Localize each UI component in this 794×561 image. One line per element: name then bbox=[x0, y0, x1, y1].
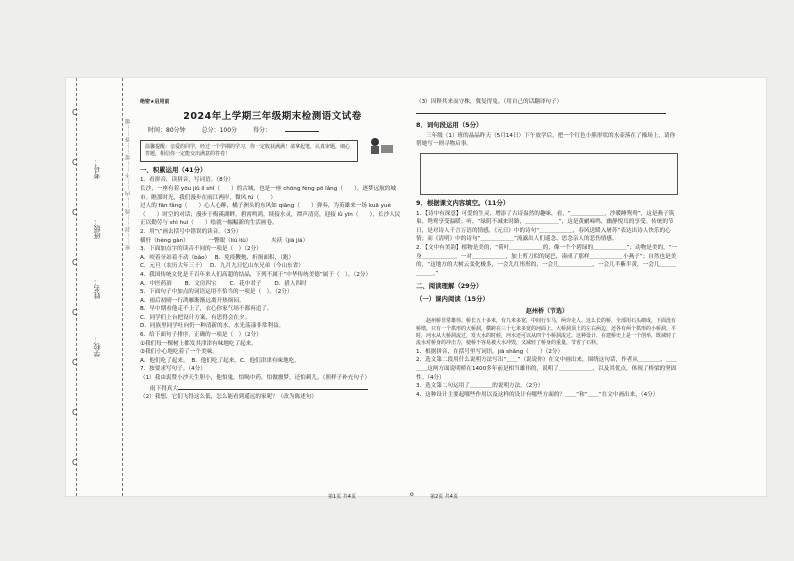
question-4-options bbox=[140, 280, 405, 289]
left-column bbox=[140, 98, 405, 402]
answer-line bbox=[416, 107, 678, 118]
question-6-text: A．他们吃了起来。 B．他们吃了起来。C．他们津津有味地吃。 bbox=[140, 357, 300, 364]
option-c: C．同学们上台把设计方案，有思得会在夕。 bbox=[140, 314, 251, 321]
section-2-heading: 二、阅读理解（29分） bbox=[416, 282, 483, 291]
section-1-heading: 一、积累运用（41分） bbox=[140, 165, 207, 174]
option-a: A．雨后初晴一行鸿雁渐渐远离开热烦闷。 bbox=[140, 297, 245, 304]
answer-box[interactable] bbox=[420, 153, 678, 195]
question-6-text: ①我们每一棵树上都发其津津有味地吃了起来。 bbox=[140, 340, 257, 347]
class-field: 班级： bbox=[93, 218, 101, 239]
page-divider-icon: o bbox=[410, 491, 414, 498]
binding-line bbox=[122, 78, 123, 496]
seal-line-text: 密……封……线……内……不……要……答……题 bbox=[125, 118, 131, 250]
name-field: 姓名： bbox=[93, 278, 101, 299]
question-3: 3．下面加点字的读音不同的一项是（ ）（2分） bbox=[140, 246, 262, 253]
binding-ring-icon: C bbox=[72, 408, 78, 417]
question-9-part-1: 1．【诗中有深意】可爱的生灵，增添了古诗盎然的趣味，看，“＿＿＿＿＿＿，沙暖睡鸳鸯”，这是燕子筑巢、鸳鸯享受温暖；听，“绿阴不减来时路，＿＿＿＿＿＿”，这是黄鹂啼鸣，幽静悦耳的享受。传统的节日，是对诗人千言万语的情感，《元日》中的诗句“＿＿＿＿＿＿，春风送暖入屠苏”表达出诗人快乐的心情；而《清明》中的诗句“＿＿＿＿＿＿”流露出人们遥念、思念亲人的悲伤情感。 bbox=[416, 210, 675, 243]
time-label: 时间：80分钟 bbox=[148, 127, 186, 135]
option-b: B．早中期看他走不上了，衣心你家气场不都再追了。 bbox=[140, 306, 273, 313]
question-1-text: 过人的 fān fǎng（ ）心人心醉，橘子洲头的东风如 qiāng（ ）弹奏，为英雄来一场 kuā yuè（ ）时空的对话；漫步于梅溪湖畔，碧霄鸣鸿，续接水灵，潭声清亮，迎接 lǜ yīn（ ），长沙人民正以勤劳与 shì huì（ ）绘就一幅幅新的生活画卷。 bbox=[140, 203, 401, 227]
question-7: 7．按要求写句子。（4分） bbox=[140, 366, 206, 373]
option-d: D．猎人四时 bbox=[274, 280, 307, 287]
binding-ring-icon: C bbox=[72, 208, 78, 217]
question-8: 8．词句段运用（5分） bbox=[416, 121, 483, 130]
question-1-text: 长沙，一座有着 yōu jiǔ lì shǐ（ ）的古城，也是一座 chōng fèng pō lǎng（ ），逐梦远航的城市。瞧那时光，我们漫步在雨江两岸，微风 fú（ ） bbox=[140, 185, 396, 201]
right-column bbox=[416, 98, 678, 399]
question-9: 9．根据课文内容填空。（11分） bbox=[416, 198, 510, 207]
question-1: 1．看拼音，读拼音，写词语。（8分） bbox=[140, 177, 234, 184]
question-8-text: 三年级（1）班的晶晶昨天（5月14日）下午放学后，把一个红色小熊形状的水壶落在了操场上，请你帮她写一则寻物启事。 bbox=[416, 132, 676, 148]
student-illustration-icon bbox=[365, 136, 395, 156]
question-2: 2．用“\”画去括号中错误的读音。（3分） bbox=[140, 228, 242, 235]
binding-line bbox=[76, 78, 77, 496]
article-body: 赵州桥非常雄伟。桥长五十多米，有九米多宽，中间行车马，两旁走人。这么长的桥，全部用石头砌成，下面没有桥墩，只有一个拱形的大桥洞，横跨在三十七米多宽的河面上。大桥洞顶上的左右两边，还各有两个拱形的小桥洞。平时，河水从大桥洞流过，发大水的时候，河水还可以从四个小桥洞流过。这种设计，在建桥史上是一个创举，既减轻了流水对桥身的冲击力，使桥不容易被大水冲毁，又减轻了桥身的重量，节省了石料。 bbox=[416, 318, 677, 347]
option-b: B．文房四宝 bbox=[184, 280, 217, 287]
question-7-text: （2）我想，它们飞得这么低，怎么能看到遥远的家呢？（改为陈述句） bbox=[140, 394, 317, 401]
tip-box: 温馨提醒：亲爱的同学，经过一个学期的学习，你一定收获满满！请拿起笔，认真审题，细心答题，相信你一定能交出满意的答卷！ bbox=[140, 140, 358, 162]
binding-ring-icon: C bbox=[72, 258, 78, 267]
option-a: A．中医药浴 bbox=[140, 280, 172, 287]
page-number-right: 第2页 共4页 bbox=[430, 494, 458, 500]
binding-strip bbox=[70, 78, 132, 496]
question-4: 4．我国传统文化是千百年来人们高超的结晶，下列不属于“中华传统美德”属于（ ）。（2分） bbox=[140, 271, 372, 278]
question-2-text: 横杆（héng gàn） 一瞥眼（liú liù） 夹袄（jiā jiá） bbox=[140, 237, 309, 244]
article-title: 赵州桥（节选） bbox=[525, 307, 568, 315]
number-field: 考号： bbox=[93, 158, 101, 179]
question-7-3: （3）因释其来而守株，冀复得兔。（用自己的话翻译句子） bbox=[416, 99, 563, 105]
option-c: C．花中君子 bbox=[229, 280, 262, 287]
question-6-text: ②我们小心地吃着了一个美味。 bbox=[140, 349, 218, 356]
reading-question-1: 1．根据拼音，在括号里写词语。jiā shǎng（ ）（2分） bbox=[416, 348, 564, 355]
binding-ring-icon: C bbox=[72, 358, 78, 367]
reading-question-2: 2．选文第二段用什么说明方法写出“＿＿”（说说你）在文中画出来，围绕这句话，作者从＿＿＿＿、＿＿＿＿这两方面说明桥在1400多年前是相当雄伟的，说明了＿＿＿＿＿＿，以及其优点，体现了桥梁的坚固性。（4分） bbox=[416, 357, 678, 381]
question-3-options bbox=[140, 254, 405, 271]
reading-question-3: 3．选文第二句运用了＿＿＿＿的说明方法。（2分） bbox=[416, 383, 544, 390]
option-d: D．九月九日忆山东兄弟（今山东省） bbox=[210, 263, 304, 270]
binding-ring-icon: C bbox=[72, 108, 78, 117]
option-c: C．元旦（农历大年三十） bbox=[140, 263, 203, 270]
question-5: 5．下面句子中加点的词语运用不恰当的一项是（ ）。（2分） bbox=[140, 289, 293, 296]
option-d: D．同族里同学吐向仍一种清新的水，水光荡漾非常利益。 bbox=[140, 323, 285, 330]
exam-meta bbox=[148, 125, 405, 136]
question-7-answer-line: 雨下得真大 bbox=[150, 383, 405, 394]
subsection-heading: （一）课内阅读（15分） bbox=[416, 294, 489, 303]
question-7-text: （1）我由衷赞小沙天生胆小，他怕鬼，怕喝中药，怕做噩梦，还怕刺儿。（照样子补充句子） bbox=[140, 375, 371, 382]
score-field: 得分： bbox=[253, 127, 333, 134]
reading-question-4: 4．这种设计主要起哪些作用以及这样的设计有哪些方面的？＿＿”和“＿＿”在文中画出来。（4分） bbox=[416, 391, 659, 398]
option-a: A．咬着牙站着不动（bǎo） bbox=[140, 254, 208, 261]
question-9-part-2: 2．【文中有美韵】植物是美的，“荷叶＿＿＿＿＿＿的，像一个个碧绿的＿＿＿＿＿＿”；动物是美的，“一身＿＿＿＿＿＿，一对＿＿＿＿＿＿，加上剪刀似的尾巴，凑成了那样＿＿＿＿＿＿小燕子”；自然也是美的，“这地方的大树云变化极多，一会儿红彤彤的，一会儿＿＿＿＿＿＿，一会儿半紫半黄，一会儿＿＿＿＿＿＿。” bbox=[416, 244, 678, 277]
page-number-left: 第1页 共4页 bbox=[328, 494, 356, 500]
exam-title: 2024年上学期三年级期末检测语文试卷 bbox=[183, 110, 362, 122]
total-score-label: 总分：100分 bbox=[201, 127, 238, 135]
option-b: B．免疫鞭炮、折损面积、（跑） bbox=[214, 254, 295, 261]
binding-ring-icon: C bbox=[72, 458, 78, 467]
binding-ring-icon: C bbox=[72, 158, 78, 167]
question-6: 6．给下面句子排序，正确的一项是（ ）（2分） bbox=[140, 332, 262, 339]
school-field: 学校： bbox=[93, 336, 101, 357]
secret-mark: 绝密★启用前 bbox=[140, 99, 170, 105]
binding-ring-icon: C bbox=[72, 308, 78, 317]
